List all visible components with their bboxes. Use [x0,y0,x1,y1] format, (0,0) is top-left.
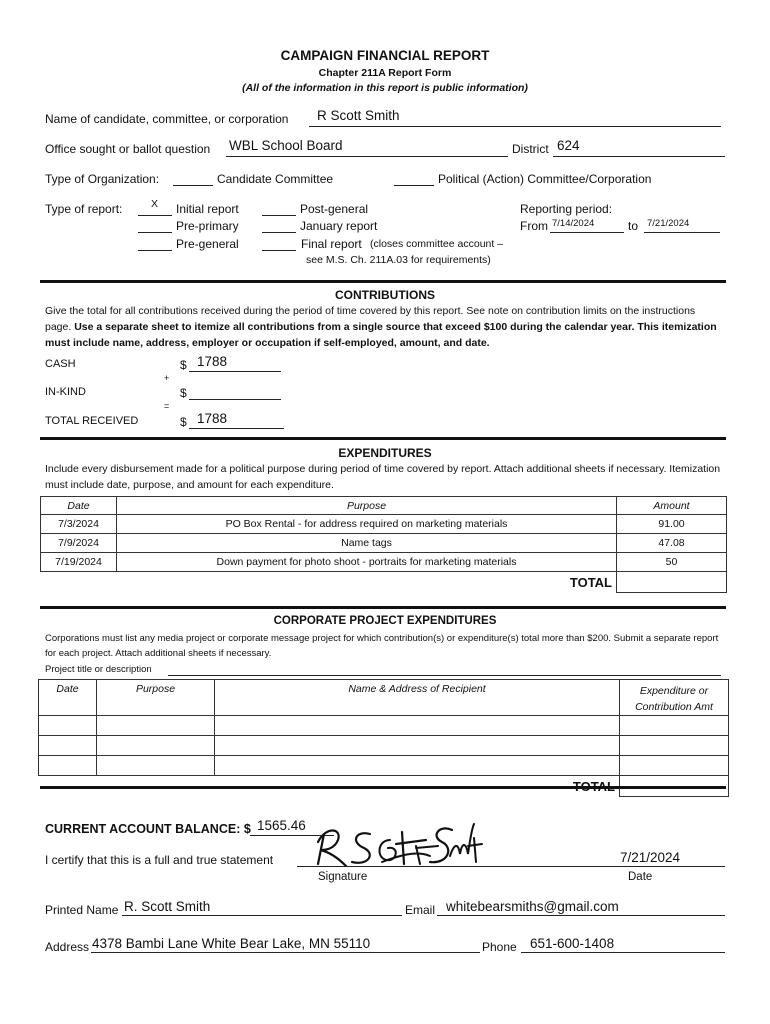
printed-name-value[interactable]: R. Scott Smith [124,899,211,914]
table-row [39,756,729,776]
public-info-note: (All of the information in this report is public information) [242,82,528,94]
expenditures-text: Include every disbursement made for a political purpose during period of time covered by report. Attach additional sheets if necessary. Itemization must include date, purpose, and amount for each expenditure. [45,463,721,491]
printed-name-label: Printed Name [45,903,119,917]
to-label: to [628,219,639,233]
final-report-label: Final report [301,237,362,251]
expenditures-header-row [41,497,727,515]
office-label: Office sought or ballot question [45,142,211,156]
contributions-divider [40,280,726,283]
org-blank-2[interactable] [394,185,434,186]
plus-sign: + [164,373,170,383]
candidate-label: Name of candidate, committee, or corporation [45,112,289,126]
inkind-line [189,399,281,400]
corp-col-amount-line1: Expenditure or [639,685,709,697]
initial-blank[interactable] [138,215,172,216]
printed-name-line [122,915,402,916]
project-title-label: Project title or description [45,664,152,675]
contributions-text-normal: Give the total for all contributions received during the period of time covered by this report. See note on contribution limits on the instructions page. [45,305,696,333]
january-blank[interactable] [262,232,296,233]
cash-line [189,371,281,372]
candidate-value[interactable]: R Scott Smith [317,108,400,123]
pre-general-label: Pre-general [176,237,239,251]
org-option-political: Political (Action) Committee/Corporation [438,172,652,186]
final-report-note-2: see M.S. Ch. 211A.03 for requirements) [306,254,491,266]
candidate-line [309,126,721,127]
address-value[interactable]: 4378 Bambi Lane White Bear Lake, MN 55110 [92,936,371,951]
post-general-label: Post-general [300,202,369,216]
email-label: Email [405,903,436,917]
expenditures-table [40,496,727,593]
expense-amount[interactable]: 47.08 [617,534,727,553]
final-report-note-1: (closes committee account – [370,238,504,250]
cash-value[interactable]: 1788 [197,354,228,369]
from-label: From [520,219,548,233]
project-title-line[interactable] [168,675,721,676]
total-received-value[interactable]: 1788 [197,411,228,426]
page-subtitle: Chapter 211A Report Form [318,67,452,79]
contributions-text-bold: Use a separate sheet to itemize all contributions from a single source that exceed $100 during the calendar year. This itemization must include name, address, employer or occupation if self-employed, amount, and date. [45,321,717,349]
cash-dollar: $ [180,358,187,372]
col-date: Date [41,497,117,515]
balance-label: CURRENT ACCOUNT BALANCE: $ [45,822,251,836]
expense-date[interactable]: 7/9/2024 [41,534,117,553]
expense-date[interactable]: 7/19/2024 [41,553,117,572]
phone-label: Phone [482,940,517,954]
table-row [41,534,727,553]
col-amount: Amount [617,497,727,515]
corp-col-amount [620,680,729,716]
postgeneral-blank[interactable] [262,215,296,216]
office-value[interactable]: WBL School Board [229,138,343,153]
footer-divider [40,786,726,789]
district-label: District [512,142,549,156]
inkind-label: IN-KIND [45,386,86,398]
corp-col-amount-line2: Contribution Amt [635,701,713,713]
corporate-heading: CORPORATE PROJECT EXPENDITURES [273,615,497,627]
district-line [553,156,725,157]
corporate-table [38,679,729,797]
expenditures-divider [40,437,726,440]
final-blank[interactable] [262,250,296,251]
pre-primary-label: Pre-primary [176,219,239,233]
inkind-dollar: $ [180,386,187,400]
from-value[interactable]: 7/14/2024 [552,218,595,229]
signature-label: Signature [318,871,368,883]
contributions-heading: CONTRIBUTIONS [335,288,435,302]
table-row [41,553,727,572]
balance-value[interactable]: 1565.46 [257,818,306,833]
total-received-line [189,428,284,429]
equals-sign: = [164,401,170,411]
expenditures-heading: EXPENDITURES [338,446,432,460]
to-value[interactable]: 7/21/2024 [647,218,690,229]
page-title: CAMPAIGN FINANCIAL REPORT [280,48,490,63]
col-purpose: Purpose [117,497,617,515]
initial-mark[interactable]: X [151,198,159,210]
date-value[interactable]: 7/21/2024 [620,850,681,865]
email-line [437,915,725,916]
from-line [550,232,624,233]
expenditures-total-value[interactable] [617,572,727,593]
signature-image[interactable] [312,820,484,872]
expense-date[interactable]: 7/3/2024 [41,515,117,534]
address-line [91,952,480,953]
org-option-candidate: Candidate Committee [217,172,334,186]
preprimary-blank[interactable] [138,232,172,233]
expense-purpose[interactable]: PO Box Rental - for address required on marketing materials [117,515,617,534]
expense-amount[interactable]: 50 [617,553,727,572]
to-line [644,232,720,233]
office-line [226,156,508,157]
report-type-label: Type of report: [45,202,123,216]
total-received-label: TOTAL RECEIVED [45,415,139,427]
corporate-divider [40,606,726,609]
org-blank-1[interactable] [173,185,213,186]
certify-label: I certify that this is a full and true statement [45,853,274,867]
total-dollar: $ [180,415,187,429]
expense-amount[interactable]: 91.00 [617,515,727,534]
corporate-header-row [39,680,729,716]
expense-purpose[interactable]: Down payment for photo shoot - portraits for marketing materials [117,553,617,572]
expenditures-total-row [41,572,727,593]
address-label: Address [45,940,90,954]
phone-line [521,952,725,953]
expenditures-total-label: TOTAL [117,572,617,593]
expense-purpose[interactable]: Name tags [117,534,617,553]
january-report-label: January report [300,219,378,233]
district-value[interactable]: 624 [557,138,580,153]
organization-label: Type of Organization: [45,172,160,186]
corporate-text: Corporations must list any media project or corporate message project for which contribution(s) or expenditure(s) total more than $200. Submit a separate report for each project. Attach additional sheets if necessary. [45,633,719,659]
date-label: Date [628,871,653,883]
cash-label: CASH [45,358,76,370]
reporting-period-label: Reporting period: [520,202,613,216]
corp-col-purpose: Purpose [97,680,215,716]
table-row [39,736,729,756]
pregeneral-blank[interactable] [138,250,172,251]
contributions-text [45,303,723,351]
email-value[interactable]: whitebearsmiths@gmail.com [446,899,619,914]
corp-col-recipient: Name & Address of Recipient [215,680,620,716]
phone-value[interactable]: 651-600-1408 [530,936,615,951]
initial-report-label: Initial report [176,202,239,216]
table-row [39,716,729,736]
corp-col-date: Date [39,680,97,716]
table-row [41,515,727,534]
